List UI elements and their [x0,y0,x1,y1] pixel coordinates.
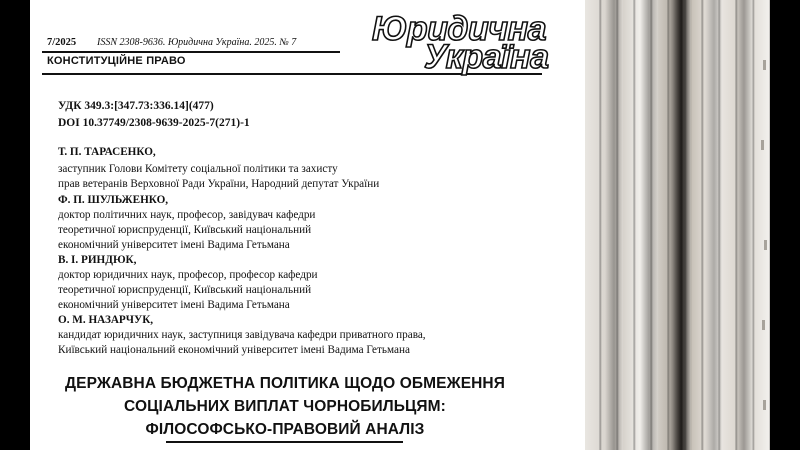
udc-code: УДК 349.3:[347.73:336.14](477) [58,100,214,112]
author-affiliation: теоретичної юриспруденції, Київський національний [58,224,312,236]
page-fold [605,0,623,450]
left-black-bar [0,0,30,450]
author-affiliation: теоретичної юриспруденції, Київський національний [58,284,312,296]
author-affiliation: кандидат юридичних наук, заступниця завідувача кафедри приватного права, [58,329,426,341]
author-name: Т. П. ТАРАСЕНКО, [58,146,156,158]
issue-number: 7/2025 [47,37,77,48]
page-fold [705,0,723,450]
book-pages-photo [585,0,770,450]
print-mark [763,400,766,410]
author-name: О. М. НАЗАРЧУК, [58,314,154,326]
article-title-line: ДЕРЖАВНА БЮДЖЕТНА ПОЛІТИКА ЩОДО ОБМЕЖЕННЯ [65,375,505,392]
logo-line-1: Юридична [372,10,547,48]
article-title-line: ФІЛОСОФСЬКО-ПРАВОВИЙ АНАЛІЗ [145,421,425,438]
page-fold [735,0,753,450]
author-affiliation: доктор юридичних наук, професор, професор кафедри [58,269,318,281]
title-underline [166,441,403,443]
header-rule [42,51,340,53]
print-mark [761,140,764,150]
author-affiliation: доктор політичних наук, професор, завідувач кафедри [58,209,316,221]
author-affiliation: економічний університет імені Вадима Гетьмана [58,239,290,251]
author-name: Ф. П. ШУЛЬЖЕНКО, [58,194,169,206]
doi: DOI 10.37749/2308-9639-2025-7(271)-1 [58,117,250,129]
author-affiliation: заступник Голови Комітету соціальної політики та захисту [58,163,338,175]
author-name: В. І. РИНДЮК, [58,254,137,266]
page-fold [640,0,658,450]
journal-logo [370,10,549,76]
author-affiliation: економічний університет імені Вадима Гетьмана [58,299,290,311]
right-black-bar [770,0,800,450]
issn-line: ISSN 2308-9636. Юридична Україна. 2025. № 7 [97,37,297,48]
author-affiliation: прав ветеранів Верховної Ради України, Народний депутат України [58,178,380,190]
logo-line-2: Україна [424,38,549,76]
print-mark [763,60,766,70]
section-title: КОНСТИТУЦІЙНЕ ПРАВО [47,55,186,67]
page-fold [673,0,691,450]
author-affiliation: Київський національний економічний університет імені Вадима Гетьмана [58,344,410,356]
print-mark [762,320,765,330]
article-title-line: СОЦІАЛЬНИХ ВИПЛАТ ЧОРНОБИЛЬЦЯМ: [124,398,446,415]
print-mark [764,240,767,250]
